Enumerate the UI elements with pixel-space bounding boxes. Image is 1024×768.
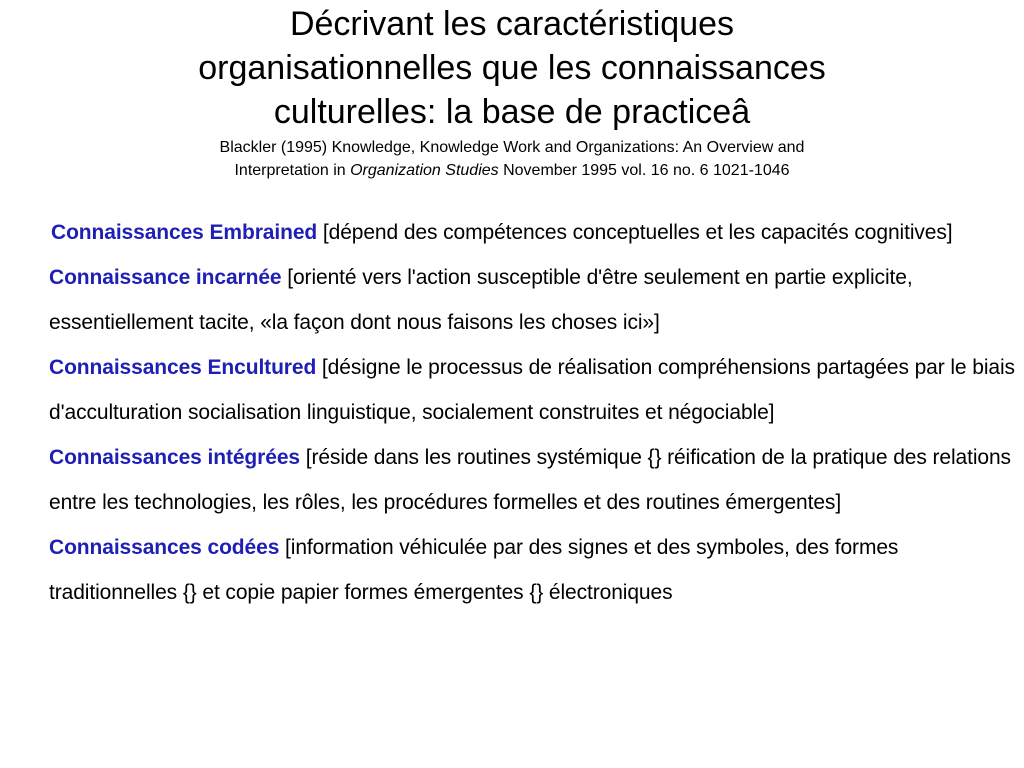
citation-line-2-pre: Interpretation in [234,162,351,179]
citation [0,136,1024,182]
entry-incarnee [49,255,1019,345]
entry-term: Connaissances codées [49,536,280,559]
citation-journal: Organization Studies [350,162,499,179]
entry-description: [réside dans les routines systémique {} réification de la pratique des relations entre les technologies, les rôles, les procédures formelles et des routines émergentes] [49,446,1011,514]
entry-term: Connaissance incarnée [49,266,282,289]
entry-description: [orienté vers l'action susceptible d'être seulement en partie explicite, essentiellement tacite, «la façon dont nous faisons les choses ici»] [49,266,913,334]
entry-description: [dépend des compétences conceptuelles et les capacités cognitives] [317,221,953,244]
knowledge-types-list [49,210,1019,615]
title-line-1: Décrivant les caractéristiques [289,5,735,43]
title-line-2: organisationnelles que les connaissances [198,49,826,87]
entry-codees [49,525,1019,615]
entry-description: [information véhiculée par des signes et des symboles, des formes traditionnelles {} et copie papier formes émergentes {} électroniques [49,536,899,604]
slide-header [0,0,1024,182]
entry-integrees [49,435,1019,525]
entry-description: [désigne le processus de réalisation compréhensions partagées par le biais d'acculturation socialisation linguistique, socialement construites et négociable] [49,356,1015,424]
entry-embrained [49,210,1019,255]
citation-line-2-post: November 1995 vol. 16 no. 6 1021-1046 [498,162,790,179]
title-line-3: culturelles: la base de practiceâ [273,93,751,131]
entry-term: Connaissances intégrées [49,446,300,469]
entry-encultured [49,345,1019,435]
entry-term: Connaissances Encultured [49,356,317,379]
entry-term: Connaissances Embrained [51,221,318,244]
slide-title [0,0,1024,134]
citation-line-1: Blackler (1995) Knowledge, Knowledge Work and Organizations: An Overview and [219,139,805,156]
